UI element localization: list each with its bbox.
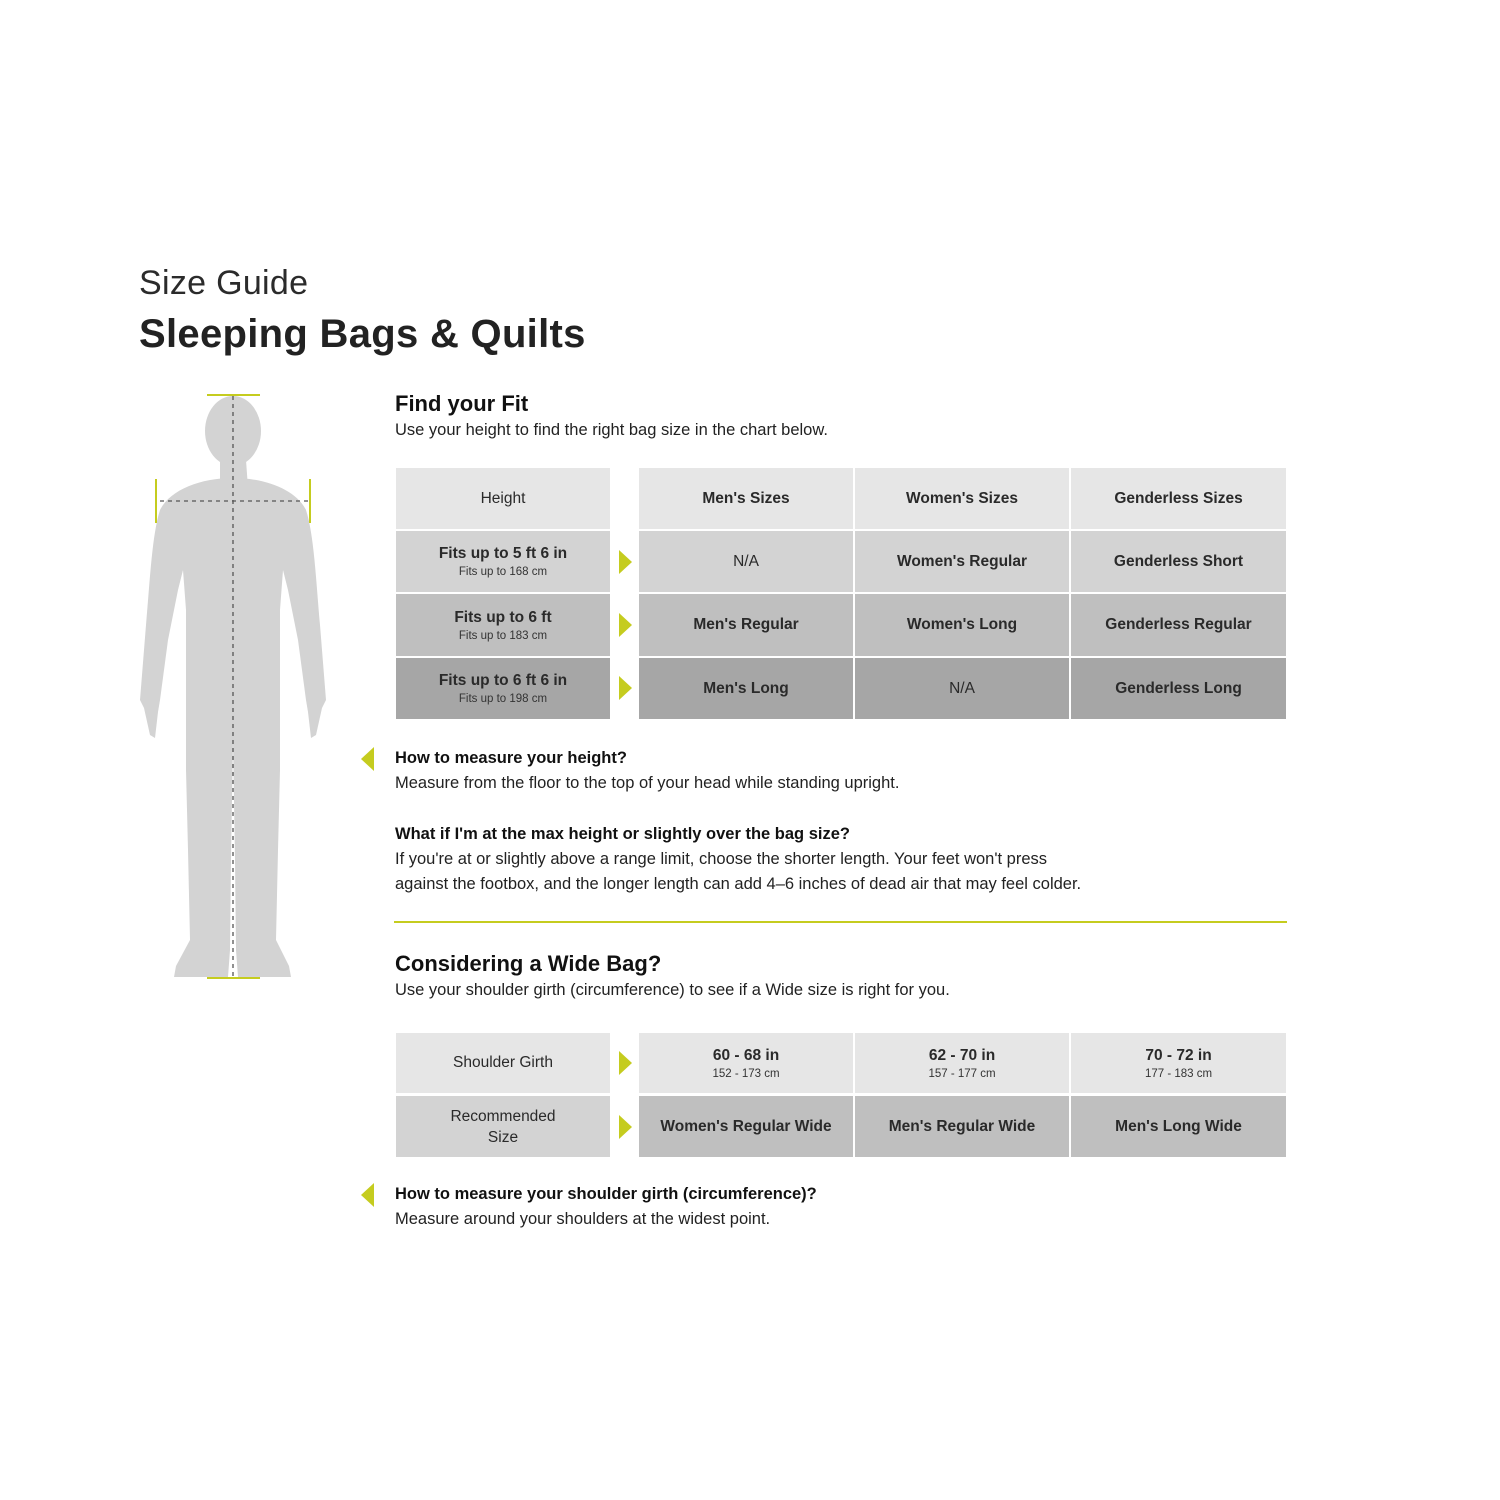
table-cell-mens: Men's Regular: [639, 594, 853, 656]
table-cell-womens: Women's Long: [855, 594, 1069, 656]
girth-range-cell: 62 - 70 in 157 - 177 cm: [855, 1033, 1069, 1093]
table-cell-mens: Men's Long: [639, 658, 853, 719]
faq-question: How to measure your height?: [395, 749, 627, 767]
row-arrow-icon: [619, 1051, 632, 1075]
recommended-size-cell: Women's Regular Wide: [639, 1096, 853, 1157]
pointer-arrow-icon: [361, 747, 374, 771]
table-cell-genderless: Genderless Short: [1071, 531, 1286, 592]
recommended-size-label: Recommended Size: [396, 1096, 610, 1157]
table-cell-womens: Women's Regular: [855, 531, 1069, 592]
faq-answer: Measure around your shoulders at the widest point.: [395, 1210, 771, 1228]
height-row-label: Fits up to 6 ft Fits up to 183 cm: [396, 594, 610, 656]
faq-answer-line: against the footbox, and the longer length can add 4–6 inches of dead air that may feel colder.: [395, 875, 1082, 893]
wide-heading: Considering a Wide Bag?: [395, 951, 662, 976]
table-cell-genderless: Genderless Regular: [1071, 594, 1286, 656]
fit-heading: Find your Fit: [395, 391, 529, 416]
height-row-label: Fits up to 6 ft 6 in Fits up to 198 cm: [396, 658, 610, 719]
column-header-womens: Women's Sizes: [855, 468, 1069, 529]
column-header-mens: Men's Sizes: [639, 468, 853, 529]
row-arrow-icon: [619, 613, 632, 637]
page-title: Sleeping Bags & Quilts: [139, 312, 586, 356]
faq-question: What if I'm at the max height or slightly over the bag size?: [395, 825, 850, 843]
girth-range-cell: 70 - 72 in 177 - 183 cm: [1071, 1033, 1286, 1093]
table-cell-mens: N/A: [639, 531, 853, 592]
body-silhouette-illustration: [130, 388, 340, 988]
faq-answer: Measure from the floor to the top of your head while standing upright.: [395, 774, 900, 792]
row-arrow-icon: [619, 550, 632, 574]
table-cell-genderless: Genderless Long: [1071, 658, 1286, 719]
pointer-arrow-icon: [361, 1183, 374, 1207]
table-cell-womens: N/A: [855, 658, 1069, 719]
page-kicker: Size Guide: [139, 264, 309, 302]
row-arrow-icon: [619, 1115, 632, 1139]
section-divider: [394, 921, 1287, 923]
faq-question: How to measure your shoulder girth (circumference)?: [395, 1185, 817, 1203]
column-header-genderless: Genderless Sizes: [1071, 468, 1286, 529]
fit-subheading: Use your height to find the right bag size in the chart below.: [395, 421, 828, 439]
wide-subheading: Use your shoulder girth (circumference) to see if a Wide size is right for you.: [395, 981, 950, 999]
girth-row-label: Shoulder Girth: [396, 1033, 610, 1093]
girth-range-cell: 60 - 68 in 152 - 173 cm: [639, 1033, 853, 1093]
recommended-size-cell: Men's Long Wide: [1071, 1096, 1286, 1157]
recommended-size-cell: Men's Regular Wide: [855, 1096, 1069, 1157]
column-header-height: Height: [396, 468, 610, 529]
row-arrow-icon: [619, 676, 632, 700]
height-row-label: Fits up to 5 ft 6 in Fits up to 168 cm: [396, 531, 610, 592]
faq-answer-line: If you're at or slightly above a range limit, choose the shorter length. Your feet won't press: [395, 850, 1047, 868]
